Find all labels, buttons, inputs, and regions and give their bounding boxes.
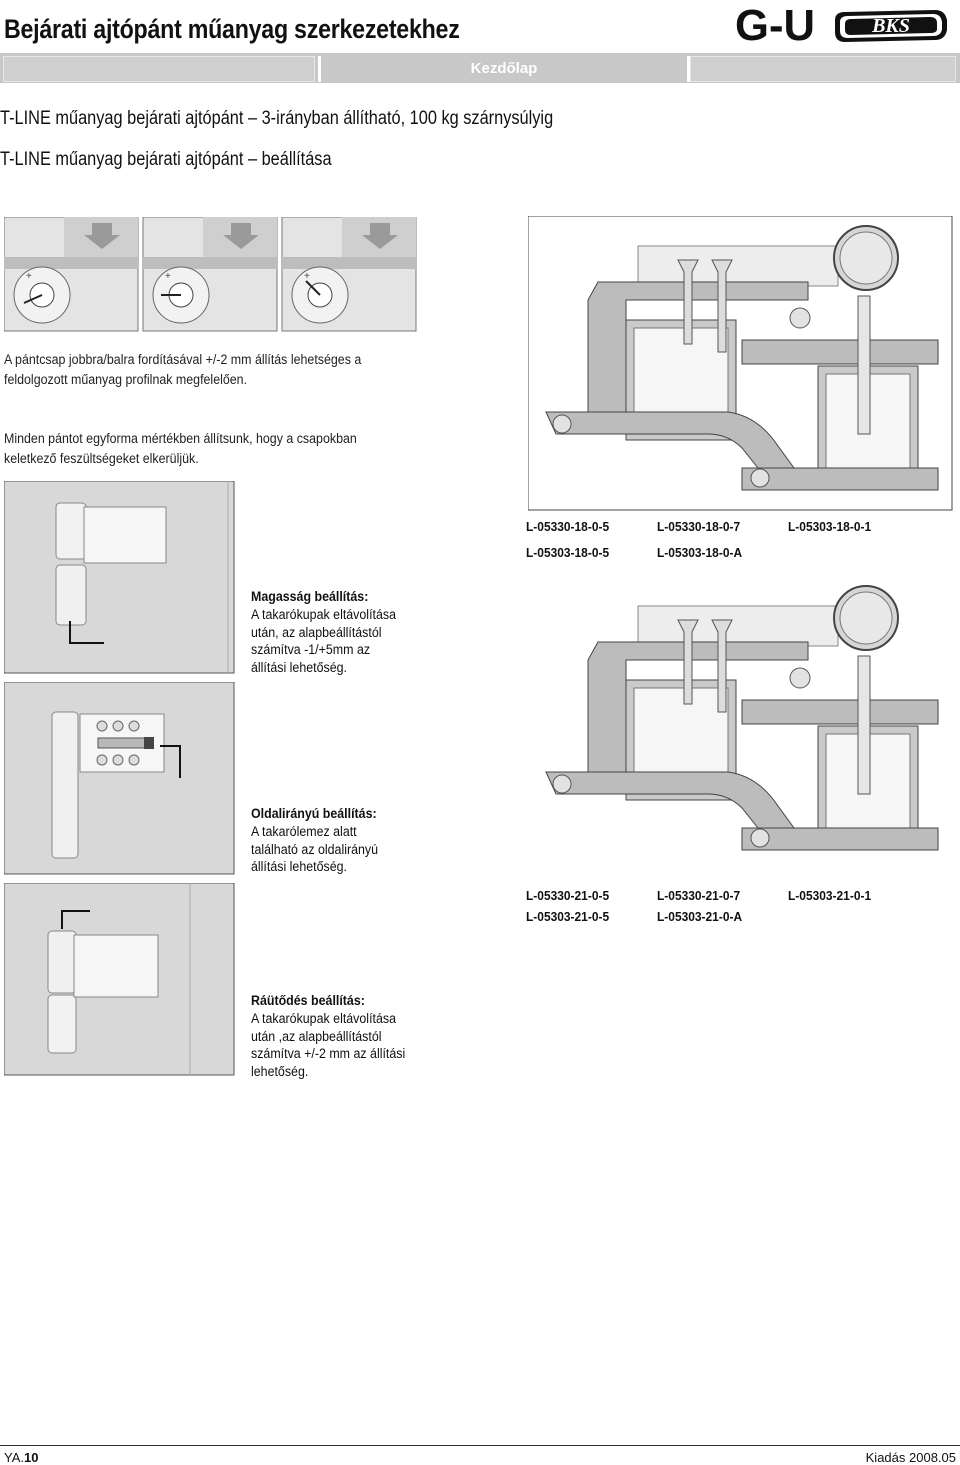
code-18-3: L-05303-18-0-1 bbox=[788, 519, 872, 534]
hinge-photo-height bbox=[4, 481, 236, 675]
code-21-3: L-05303-21-0-1 bbox=[788, 888, 872, 903]
bks-logo-text: BKS bbox=[872, 15, 910, 37]
dial-image-2 bbox=[143, 217, 277, 331]
page-number-prefix: YA. bbox=[4, 1450, 24, 1465]
paragraph-rotation: A pántcsap jobbra/balra fordításával +/-2 mm állítás lehetséges a feldolgozott műanyag profilnak megfelelően. bbox=[4, 352, 362, 387]
page-title: Bejárati ajtópánt műanyag szerkezetekhez bbox=[4, 14, 460, 44]
lateral-adjust-title: Oldalirányú beállítás: bbox=[251, 806, 377, 821]
bks-logo bbox=[835, 10, 947, 42]
dial-image-3 bbox=[282, 217, 416, 331]
hinge-photo-lateral bbox=[4, 682, 236, 876]
dial-image-1 bbox=[4, 217, 138, 331]
code-21-5: L-05303-21-0-A bbox=[657, 909, 743, 924]
height-adjust-title: Magasság beállítás: bbox=[251, 589, 369, 604]
home-link[interactable]: Kezdőlap bbox=[318, 56, 690, 82]
paragraph-tension: Minden pántot egyforma mértékben állítsunk, hogy a csapokban keletkező feszültségeket elkerüljük. bbox=[4, 431, 357, 466]
nav-segment-left bbox=[3, 56, 315, 82]
profile-drawing-18 bbox=[528, 216, 954, 512]
footer-divider bbox=[0, 1445, 960, 1446]
hinge-photo-impact bbox=[4, 883, 236, 1077]
code-18-2: L-05330-18-0-7 bbox=[657, 519, 741, 534]
code-21-1: L-05330-21-0-5 bbox=[526, 888, 610, 903]
brand-logos bbox=[735, 2, 957, 48]
code-21-4: L-05303-21-0-5 bbox=[526, 909, 610, 924]
code-18-4: L-05303-18-0-5 bbox=[526, 545, 610, 560]
dial-images bbox=[4, 217, 418, 333]
impact-adjust-text: A takarókupak eltávolítása után ,az alapbeállítástól számítva +/-2 mm az állítási lehetőség. bbox=[251, 1011, 406, 1079]
svg-text:+: + bbox=[165, 271, 171, 282]
edition-label: Kiadás 2008.05 bbox=[865, 1450, 956, 1465]
code-18-1: L-05330-18-0-5 bbox=[526, 519, 610, 534]
svg-text:+: + bbox=[304, 271, 310, 282]
page-number bbox=[4, 1450, 38, 1465]
adjustment-heading: T-LINE műanyag bejárati ajtópánt – beállítása bbox=[0, 149, 332, 170]
code-18-5: L-05303-18-0-A bbox=[657, 545, 743, 560]
height-adjust-text: A takarókupak eltávolítása után, az alapbeállítástól számítva -1/+5mm az állítási lehetőség. bbox=[251, 607, 397, 675]
nav-segment-right bbox=[690, 56, 956, 82]
lateral-adjust-text: A takarólemez alatt található az oldalirányú állítási lehetőség. bbox=[251, 824, 379, 874]
gu-logo-text: G-U bbox=[735, 2, 815, 48]
code-21-2: L-05330-21-0-7 bbox=[657, 888, 741, 903]
page-number-value: 10 bbox=[24, 1450, 39, 1465]
impact-adjust-title: Ráütődés beállítás: bbox=[251, 993, 365, 1008]
svg-text:+: + bbox=[26, 271, 32, 282]
product-heading: T-LINE műanyag bejárati ajtópánt – 3-irányban állítható, 100 kg szárnysúlyig bbox=[0, 108, 554, 129]
gu-logo bbox=[735, 2, 815, 48]
profile-drawing-21 bbox=[528, 576, 954, 872]
